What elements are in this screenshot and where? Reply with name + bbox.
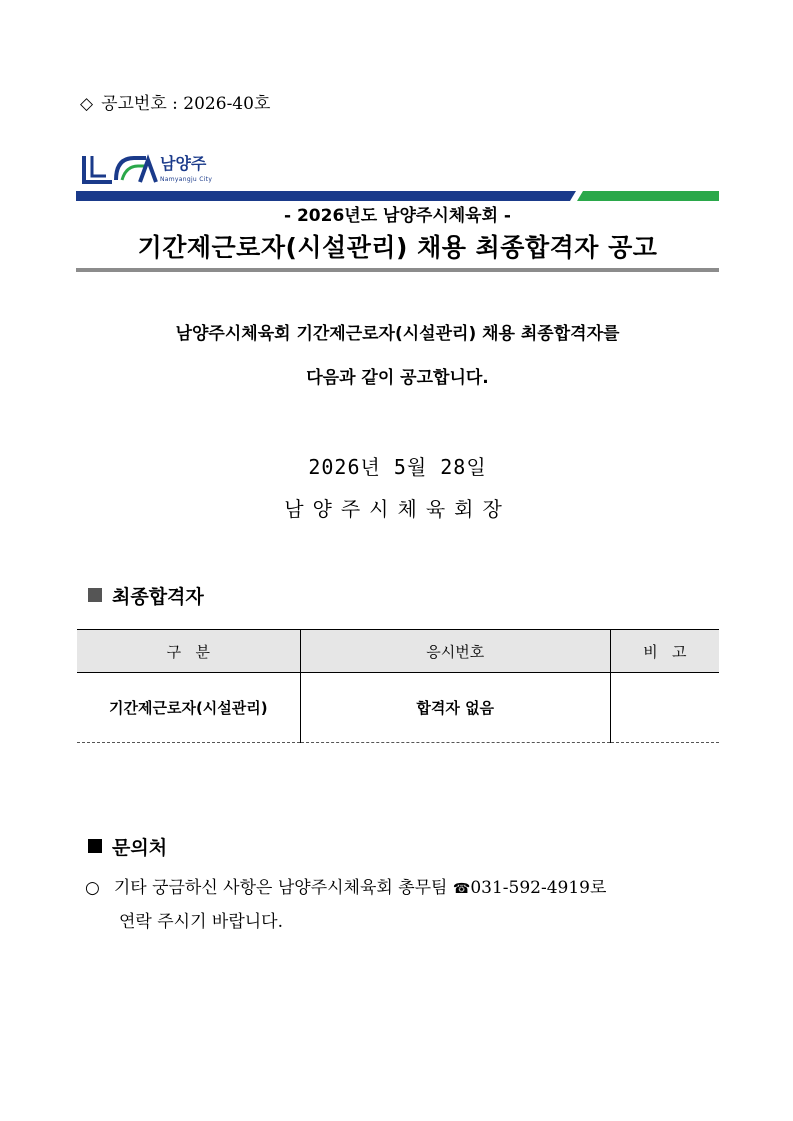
notice-date: 2026년 5월 28일 bbox=[308, 455, 487, 479]
notice-subtitle: - 2026년도 남양주시체육회 - bbox=[284, 206, 511, 226]
section-heading: 최종합격자 bbox=[112, 586, 204, 608]
body-line-2: 다음과 같이 공고합니다. bbox=[306, 368, 489, 388]
logo-subtitle: Namyangju City bbox=[160, 176, 213, 183]
inquiry-text: 기타 궁금하신 사항은 남양주시체육회 총무팀 bbox=[113, 878, 453, 898]
notice-number bbox=[80, 92, 270, 116]
square-bullet-icon bbox=[88, 588, 102, 602]
phone-number: 031-592-4919로 bbox=[470, 878, 607, 898]
section-heading: 문의처 bbox=[112, 837, 168, 859]
header-band bbox=[76, 189, 719, 201]
notice-number-text: 공고번호 : 2026-40호 bbox=[101, 94, 271, 114]
inquiry-line-2: 연락 주시기 바랍니다. bbox=[119, 912, 284, 932]
cell-note bbox=[610, 673, 719, 743]
circle-bullet-icon: ○ bbox=[85, 878, 100, 898]
column-header-category: 구 분 bbox=[77, 630, 300, 673]
cell-category: 기간제근로자(시설관리) bbox=[77, 673, 300, 743]
diamond-icon: ◇ bbox=[80, 94, 94, 114]
section-final-applicants bbox=[88, 584, 204, 610]
column-header-note: 비 고 bbox=[610, 630, 719, 673]
notice-title: 기간제근로자(시설관리) 채용 최종합격자 공고 bbox=[137, 233, 658, 262]
table-header-row bbox=[77, 630, 719, 673]
section-inquiry bbox=[88, 835, 167, 861]
final-applicants-table bbox=[77, 629, 719, 743]
cell-number: 합격자 없음 bbox=[300, 673, 610, 743]
logo-name: 남양주 bbox=[160, 154, 207, 173]
signer: 남양주시체육회장 bbox=[284, 497, 511, 521]
table-row bbox=[77, 673, 719, 743]
body-line-1: 남양주시체육회 기간제근로자(시설관리) 채용 최종합격자를 bbox=[175, 324, 620, 344]
inquiry-line-1 bbox=[85, 876, 606, 901]
phone-icon: ☎ bbox=[452, 881, 471, 897]
column-header-number: 응시번호 bbox=[300, 630, 610, 673]
title-divider bbox=[76, 268, 719, 272]
square-bullet-icon bbox=[88, 839, 102, 853]
